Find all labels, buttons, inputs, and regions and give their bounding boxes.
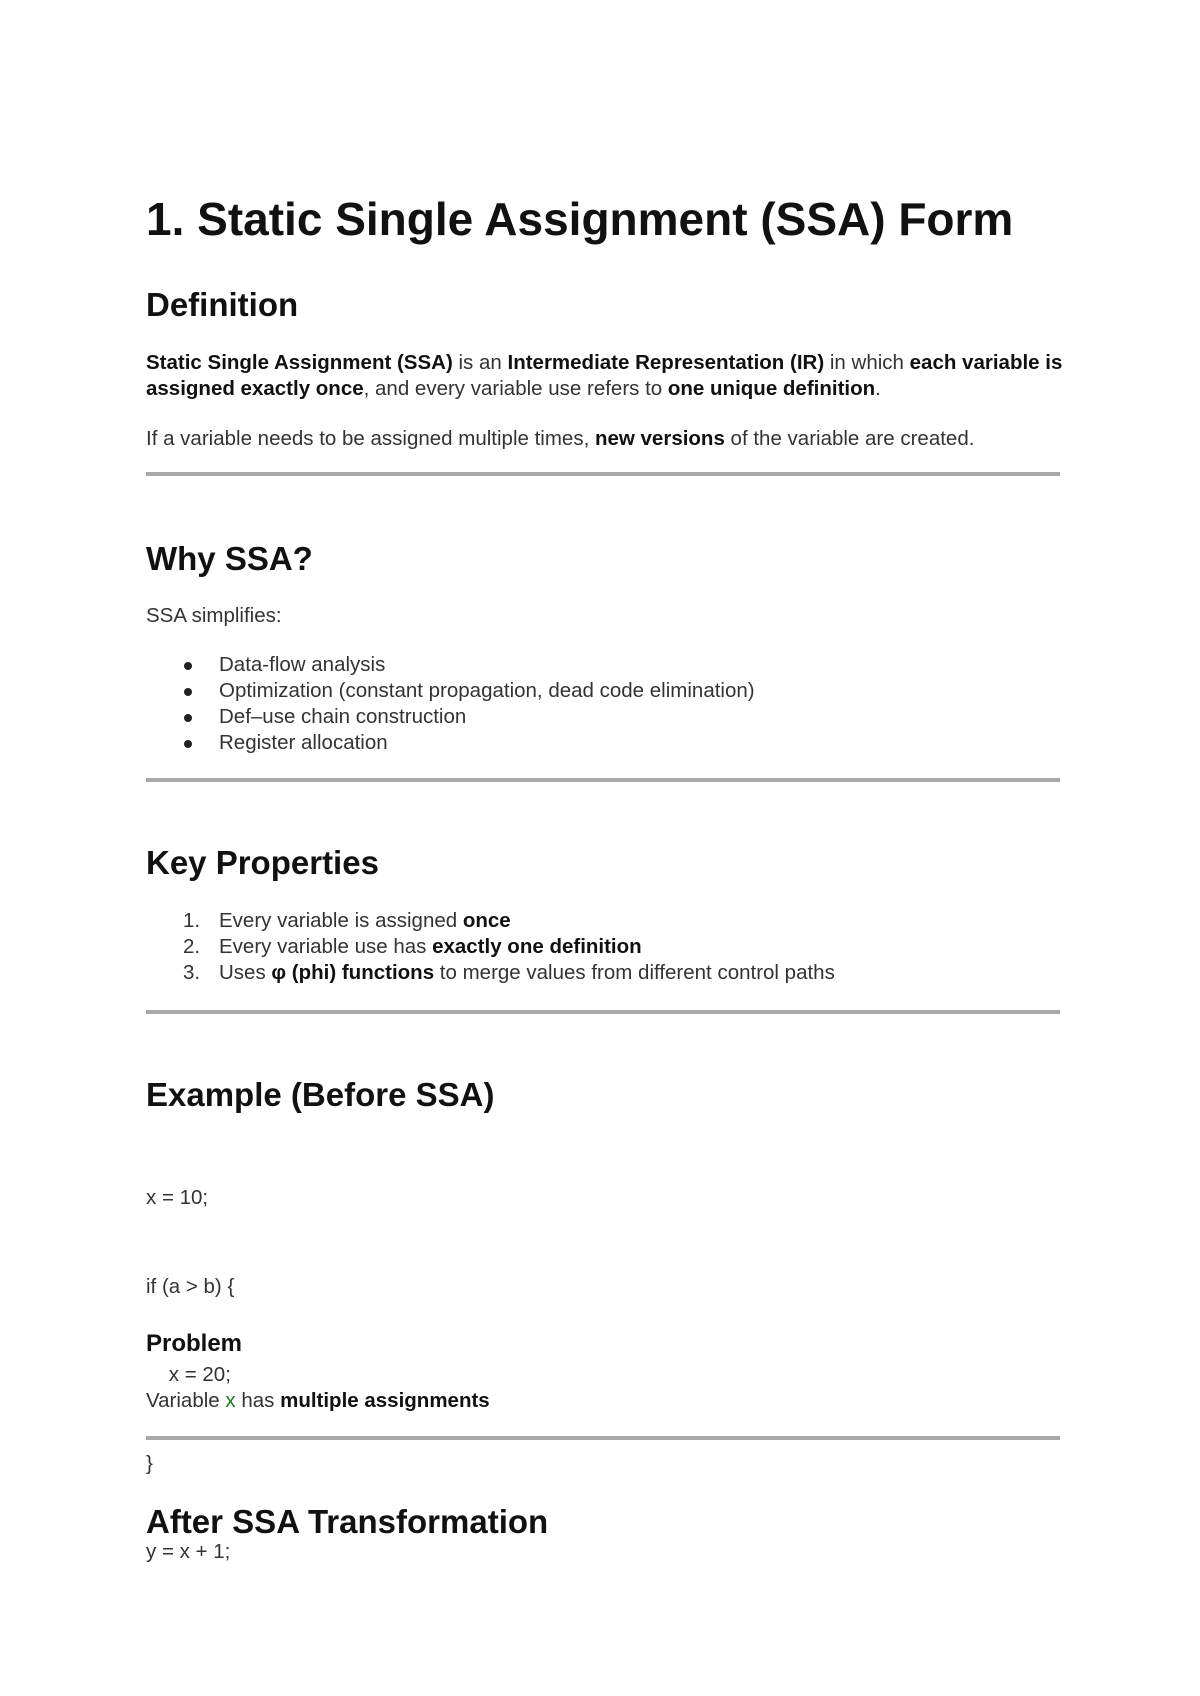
list-item: Data-flow analysis bbox=[146, 652, 755, 678]
term-multiple-assignments: multiple assignments bbox=[280, 1389, 490, 1412]
definition-heading: Definition bbox=[146, 286, 299, 323]
versions-paragraph: If a variable needs to be assigned multiple times, new versions of the variable are created. bbox=[146, 427, 975, 450]
term-unique-definition: one unique definition bbox=[667, 377, 876, 400]
why-ssa-heading: Why SSA? bbox=[146, 540, 313, 577]
term-new-versions: new versions bbox=[594, 427, 725, 450]
problem-heading: Problem bbox=[146, 1330, 243, 1357]
key-properties-list bbox=[146, 908, 835, 986]
bullet-icon bbox=[184, 662, 192, 670]
why-ssa-list bbox=[146, 652, 755, 756]
code-line: x = 20; bbox=[146, 1363, 231, 1386]
list-item: 2. Every variable use has exactly one definition bbox=[183, 935, 642, 958]
code-line: y = x + 1; bbox=[146, 1540, 231, 1563]
code-block bbox=[146, 1124, 234, 1626]
term-assigned-once: each variable is assigned exactly once bbox=[146, 351, 1063, 400]
code-line: } bbox=[146, 1451, 153, 1475]
problem-paragraph: Variable x has multiple assignments bbox=[146, 1389, 490, 1412]
variable-x: x bbox=[225, 1389, 236, 1412]
example-heading: Example (Before SSA) bbox=[146, 1076, 495, 1113]
code-line: x = 10; bbox=[146, 1186, 209, 1209]
term-ir: Intermediate Representation (IR) bbox=[507, 351, 825, 374]
code-line: if (a > b) { bbox=[146, 1274, 235, 1298]
section-divider bbox=[146, 778, 1060, 782]
definition-paragraph: Static Single Assignment (SSA) is an Intermediate Representation (IR) in which each variable is assigned exactly once, and every variable use refers to one unique definition. bbox=[146, 351, 1063, 400]
list-item: Optimization (constant propagation, dead code elimination) bbox=[146, 678, 755, 704]
bullet-icon bbox=[184, 714, 192, 722]
section-divider bbox=[146, 1436, 1060, 1440]
list-item: Def–use chain construction bbox=[146, 704, 755, 730]
page-title: 1. Static Single Assignment (SSA) Form bbox=[146, 193, 1014, 245]
list-item: 1. Every variable is assigned once bbox=[183, 909, 511, 932]
bullet-icon bbox=[184, 688, 192, 696]
bullet-icon bbox=[184, 740, 192, 748]
list-item: 3. Uses φ (phi) functions to merge values from different control paths bbox=[183, 961, 835, 984]
after-ssa-heading: After SSA Transformation bbox=[146, 1503, 549, 1540]
why-ssa-intro: SSA simplifies: bbox=[146, 604, 282, 627]
list-item: Register allocation bbox=[146, 730, 755, 756]
key-properties-heading: Key Properties bbox=[146, 844, 379, 881]
section-divider bbox=[146, 1010, 1060, 1014]
section-divider bbox=[146, 472, 1060, 476]
term-ssa: Static Single Assignment (SSA) bbox=[146, 351, 453, 374]
